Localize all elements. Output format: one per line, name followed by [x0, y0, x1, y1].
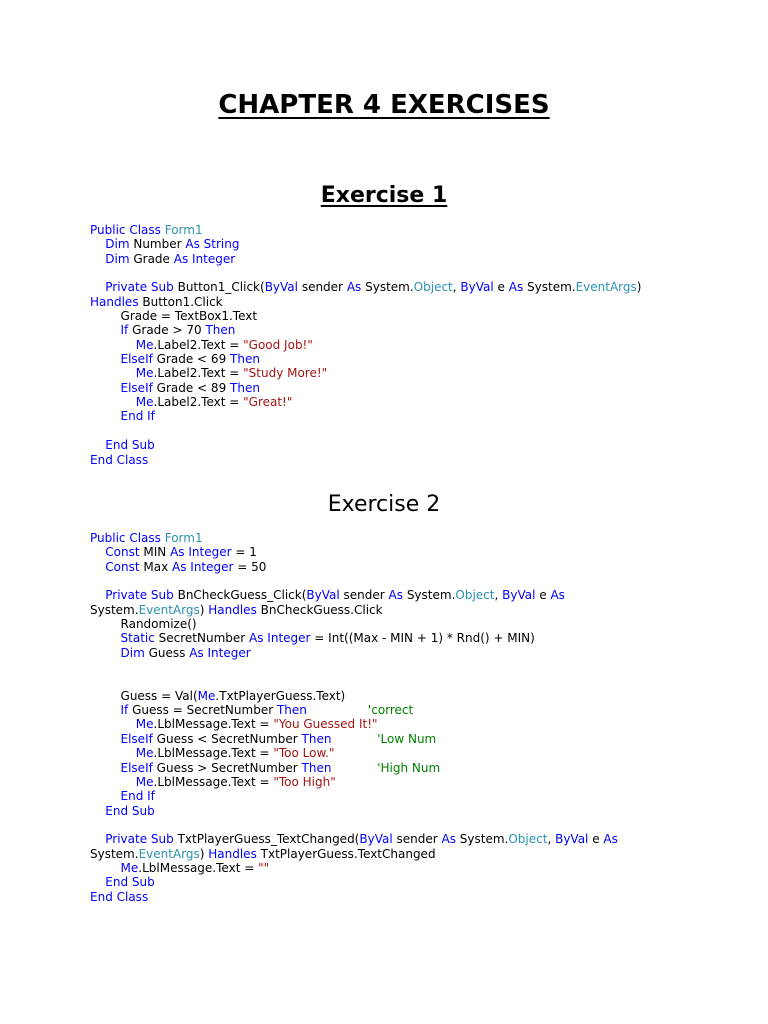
code-token: Const	[105, 559, 140, 574]
code-line	[90, 395, 730, 409]
code-token: ByVal	[359, 832, 393, 847]
code-token	[90, 366, 136, 380]
code-token: = 1	[231, 545, 257, 560]
code-token: Me	[135, 366, 154, 381]
code-token: System.	[403, 588, 456, 603]
code-line	[90, 732, 730, 746]
code-token: 'correct	[367, 703, 414, 718]
code-token	[90, 438, 105, 452]
code-token	[90, 732, 121, 746]
code-line	[90, 323, 730, 337]
code-token: As Integer	[189, 645, 251, 660]
code-token: sender	[298, 280, 347, 295]
code-token	[90, 631, 121, 645]
code-token	[90, 717, 136, 731]
code-token: Me	[135, 774, 154, 789]
code-token: Object	[455, 588, 495, 603]
exercise-2-heading: Exercise 2	[327, 492, 441, 517]
code-token: 'Low Num	[377, 731, 437, 746]
code-token: End Class	[90, 452, 149, 467]
code-token	[90, 789, 121, 803]
code-line	[90, 660, 730, 674]
code-token	[90, 323, 121, 337]
code-token: As	[550, 588, 565, 603]
code-token: Grade > 70	[128, 323, 206, 338]
code-token: = 50	[233, 559, 267, 574]
code-token: Public Class	[90, 531, 165, 545]
exercise-1-code-block	[90, 223, 730, 467]
code-token: .LblMessage.Text =	[153, 717, 274, 732]
code-line	[90, 295, 730, 309]
code-token	[90, 861, 121, 875]
code-token: As Integer	[172, 559, 234, 574]
code-token	[90, 703, 121, 717]
code-token	[90, 381, 121, 395]
code-token: 'High Num	[377, 760, 441, 775]
code-token: If	[120, 323, 129, 338]
code-token: System.	[523, 280, 576, 295]
code-token	[90, 252, 105, 266]
code-token	[90, 775, 136, 789]
code-token: Then	[301, 731, 332, 746]
code-line	[90, 560, 730, 574]
code-line	[90, 646, 730, 660]
code-token: "Great!"	[243, 395, 293, 410]
code-line	[90, 381, 730, 395]
code-token: Number	[129, 237, 186, 252]
code-token: BnCheckGuess.Click	[256, 602, 383, 617]
code-token: Form1	[164, 531, 203, 545]
code-line	[90, 861, 730, 875]
code-line	[90, 603, 730, 617]
code-token: Grade < 89	[152, 380, 231, 395]
code-line	[90, 223, 730, 237]
code-token	[90, 761, 121, 775]
code-token: Public Class	[90, 223, 165, 237]
code-token: End Class	[90, 889, 149, 904]
code-line	[90, 252, 730, 266]
code-token	[90, 588, 105, 602]
code-token: Then	[301, 760, 332, 775]
code-line	[90, 574, 730, 588]
code-token: Handles	[90, 294, 139, 309]
code-token: EventArgs	[575, 280, 637, 295]
code-line	[90, 789, 730, 803]
code-token: .Label2.Text =	[153, 395, 244, 410]
code-line	[90, 453, 730, 467]
exercise-2-code-block	[90, 531, 730, 904]
code-token: Dim	[120, 645, 145, 660]
code-token: .Label2.Text =	[153, 337, 244, 352]
code-token: Guess < SecretNumber	[152, 731, 302, 746]
code-token	[90, 280, 105, 294]
code-token: As String	[185, 237, 240, 252]
code-token: sender	[339, 588, 389, 603]
code-token: "Too Low."	[273, 746, 335, 761]
code-line	[90, 761, 730, 775]
code-token: Static	[120, 631, 155, 646]
code-token: ,	[452, 280, 461, 295]
code-line	[90, 438, 730, 452]
code-token	[331, 761, 377, 775]
code-token	[307, 703, 368, 717]
code-token: End Sub	[105, 875, 155, 890]
code-token: )	[636, 280, 642, 295]
code-token: End Sub	[105, 803, 155, 818]
code-token: Grade = TextBox1.Text	[90, 309, 258, 324]
code-token: TxtPlayerGuess.TextChanged	[256, 846, 436, 861]
code-token: Private Sub	[105, 588, 174, 603]
code-line	[90, 617, 730, 631]
code-token	[90, 746, 136, 760]
code-token	[90, 804, 105, 818]
exercise-1-heading: Exercise 1	[320, 183, 448, 208]
code-token: .LblMessage.Text =	[153, 774, 274, 789]
code-token: e	[588, 832, 604, 847]
code-token	[90, 832, 105, 846]
code-token: "Too High"	[273, 774, 336, 789]
code-token: Private Sub	[105, 832, 174, 847]
code-line	[90, 545, 730, 559]
code-token: )	[199, 602, 209, 617]
code-line	[90, 531, 730, 545]
code-token	[90, 875, 105, 889]
code-token	[90, 646, 121, 660]
code-token: ElseIf	[120, 731, 153, 746]
code-token: End Sub	[105, 438, 155, 453]
code-token	[90, 409, 121, 423]
code-token: Then	[205, 323, 236, 338]
code-token: SecretNumber	[154, 631, 250, 646]
code-token	[90, 237, 105, 251]
code-token: Then	[230, 380, 260, 395]
code-token: If	[120, 703, 129, 718]
code-token: ElseIf	[120, 352, 153, 367]
code-token: Grade < 69	[152, 352, 231, 367]
code-token: ElseIf	[120, 380, 153, 395]
code-token: "Study More!"	[243, 366, 328, 381]
code-line	[90, 338, 730, 352]
code-token: Handles	[208, 602, 257, 617]
code-token: "Good Job!"	[243, 337, 313, 352]
code-token: System.	[90, 602, 139, 617]
code-line	[90, 804, 730, 818]
code-token: Me	[135, 395, 154, 410]
code-token: Object	[413, 280, 453, 295]
code-token: ByVal	[502, 588, 536, 603]
code-token: Form1	[164, 223, 203, 237]
code-token: EventArgs	[138, 846, 200, 861]
code-token: Button1_Click(	[173, 280, 265, 295]
code-token: = Int((Max - MIN + 1) * Rnd() + MIN)	[310, 631, 535, 646]
code-line	[90, 875, 730, 889]
code-token: ""	[258, 860, 270, 875]
code-token: As Integer	[249, 631, 311, 646]
code-token: Guess = Val(	[90, 688, 198, 703]
code-token: Then	[230, 352, 260, 367]
code-line	[90, 890, 730, 904]
code-token: Guess = SecretNumber	[128, 703, 277, 718]
code-token: End If	[120, 789, 155, 804]
code-token	[90, 395, 136, 409]
code-token	[90, 338, 136, 352]
code-token: Dim	[105, 237, 130, 252]
code-token: Randomize()	[90, 617, 197, 632]
code-token: Me	[135, 746, 154, 761]
code-token: )	[199, 846, 209, 861]
code-line	[90, 832, 730, 846]
code-token: ByVal	[555, 832, 589, 847]
code-token: .LblMessage.Text =	[153, 746, 274, 761]
code-line	[90, 674, 730, 688]
code-token: .TxtPlayerGuess.Text)	[215, 688, 346, 703]
code-token: Then	[276, 703, 307, 718]
code-line	[90, 266, 730, 280]
code-line	[90, 818, 730, 832]
code-token: Me	[135, 717, 154, 732]
code-token: Guess	[144, 645, 190, 660]
code-token: e	[535, 588, 551, 603]
code-token: TxtPlayerGuess_TextChanged(	[173, 832, 360, 847]
code-token: System.	[455, 832, 509, 847]
code-token: Object	[508, 832, 548, 847]
code-token: BnCheckGuess_Click(	[173, 588, 307, 603]
code-token: End If	[120, 409, 155, 424]
code-token	[331, 732, 377, 746]
code-token: As Integer	[173, 251, 236, 266]
code-token: Handles	[208, 846, 257, 861]
code-line	[90, 689, 730, 703]
code-line	[90, 717, 730, 731]
code-token: Guess > SecretNumber	[152, 760, 302, 775]
code-token: Me	[120, 860, 139, 875]
code-token: Me	[135, 337, 154, 352]
code-line	[90, 409, 730, 423]
code-token: ByVal	[460, 280, 494, 295]
code-token: e	[493, 280, 509, 295]
code-token: ElseIf	[120, 760, 153, 775]
code-token: ,	[547, 832, 556, 847]
code-token: Max	[139, 559, 172, 574]
code-token	[90, 352, 121, 366]
code-line	[90, 366, 730, 380]
code-token: .LblMessage.Text =	[138, 860, 259, 875]
code-token: .Label2.Text =	[153, 366, 244, 381]
code-line	[90, 847, 730, 861]
code-line	[90, 703, 730, 717]
code-token: Private Sub	[105, 280, 174, 295]
code-token: As	[441, 832, 456, 847]
chapter-title: CHAPTER 4 EXERCISES	[218, 90, 550, 120]
code-token: As Integer	[170, 545, 232, 560]
code-line	[90, 775, 730, 789]
code-token: Dim	[105, 251, 130, 266]
code-token: As	[603, 832, 618, 847]
code-line	[90, 424, 730, 438]
code-token: Grade	[129, 251, 174, 266]
code-token: System.	[361, 280, 414, 295]
code-token: "You Guessed It!"	[273, 717, 378, 732]
code-token: Me	[197, 688, 216, 703]
code-token	[90, 545, 105, 559]
code-token: System.	[90, 846, 139, 861]
code-token: As	[508, 280, 524, 295]
code-token: As	[346, 280, 362, 295]
code-token: MIN	[139, 545, 171, 560]
code-token: ,	[494, 588, 503, 603]
code-token: sender	[392, 832, 442, 847]
code-line	[90, 280, 730, 294]
code-token: ByVal	[264, 280, 298, 295]
code-token: Button1.Click	[138, 294, 223, 309]
code-token: As	[388, 588, 403, 603]
code-line	[90, 631, 730, 645]
code-token: ByVal	[306, 588, 340, 603]
code-line	[90, 588, 730, 602]
code-token	[90, 560, 105, 574]
code-line	[90, 237, 730, 251]
code-line	[90, 309, 730, 323]
code-line	[90, 746, 730, 760]
code-token: EventArgs	[138, 602, 200, 617]
code-line	[90, 352, 730, 366]
code-token: Const	[105, 545, 140, 560]
